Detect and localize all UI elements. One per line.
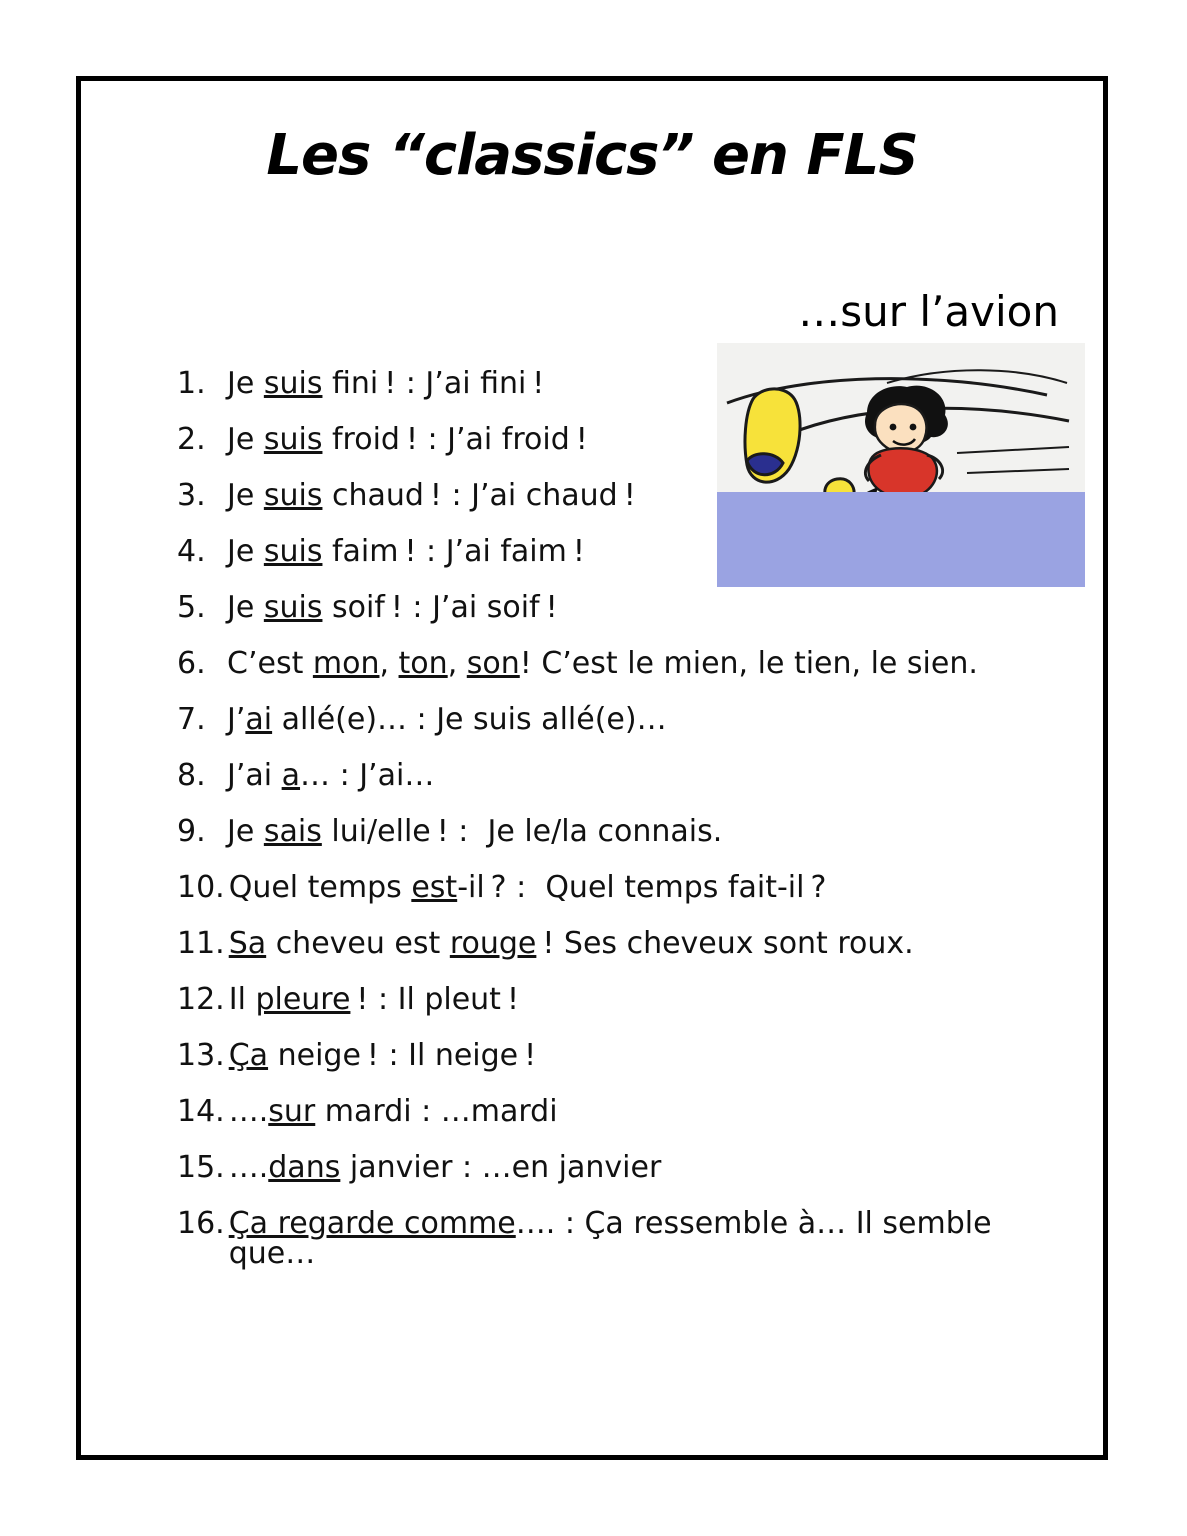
list-item-number: 7. [177,702,206,737]
list-item [177,534,1037,569]
image-caption: …sur l’avion [798,287,1059,336]
list-item [177,646,1037,681]
list-item-text: Il pleure ! : Il pleut ! [228,982,519,1017]
list-item-number: 16. [177,1206,225,1241]
list-item [177,758,1037,793]
list-item-number: 9. [177,814,206,849]
list-item-number: 3. [177,478,206,513]
list-item-text: Je suis faim ! : J’ai faim ! [227,534,585,569]
list-item [177,478,1037,513]
list-item-text: J’ai a… : J’ai… [227,758,435,793]
list-item-text: J’ai allé(e)… : Je suis allé(e)… [227,702,667,737]
list-item [177,590,1037,625]
list-item-number: 8. [177,758,206,793]
list-item-number: 2. [177,422,206,457]
list-item-text: ….sur mardi : …mardi [228,1094,558,1129]
list-item-number: 10. [177,870,225,905]
list-item-number: 11. [177,926,225,961]
list-item-number: 4. [177,534,206,569]
list-item-text: Je suis fini ! : J’ai fini ! [227,366,545,401]
list-item [177,1038,1037,1073]
page-title: Les “classics” en FLS [266,123,918,188]
list-item [177,982,1037,1017]
list-item-text: Quel temps est-il ? : Quel temps fait-il ? [228,870,827,905]
list-item-text: Je suis soif ! : J’ai soif ! [227,590,558,625]
list-item-number: 13. [177,1038,225,1073]
list-item [177,870,1037,905]
list-item [177,702,1037,737]
list-item [177,814,1037,849]
list-item-text: Je suis chaud ! : J’ai chaud ! [227,478,636,513]
list-item-text: Sa cheveu est rouge ! Ses cheveux sont roux. [228,926,914,961]
list-item-text: Ça neige ! : Il neige ! [228,1038,537,1073]
list-item [177,926,1037,961]
list-item [177,1094,1037,1129]
list-item-text: Ça regarde comme…. : Ça ressemble à… Il semble que… [228,1206,992,1271]
list-item-text: C’est mon, ton, son! C’est le mien, le tien, le sien. [227,646,978,681]
list-item-number: 12. [177,982,225,1017]
list-item [177,1206,1037,1271]
list-item-text: Je sais lui/elle ! : Je le/la connais. [227,814,723,849]
worksheet-page [76,76,1108,1460]
list-item [177,422,1037,457]
list-item-text: ….dans janvier : …en janvier [228,1150,662,1185]
list-item-number: 5. [177,590,206,625]
list-item-number: 6. [177,646,206,681]
classics-list [177,366,1037,1295]
list-item-text: Je suis froid ! : J’ai froid ! [227,422,588,457]
list-item-number: 15. [177,1150,225,1185]
list-item-number: 1. [177,366,206,401]
list-item [177,1150,1037,1185]
list-item-number: 14. [177,1094,225,1129]
list-item [177,366,1037,401]
